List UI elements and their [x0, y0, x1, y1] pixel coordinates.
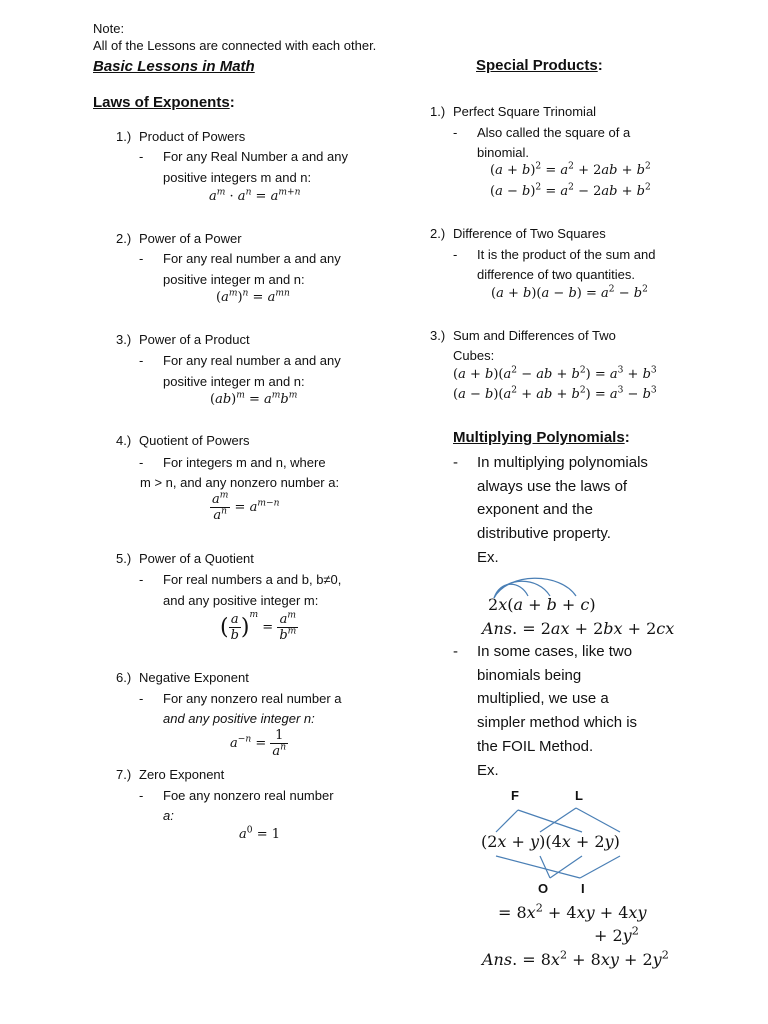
multiply-p2-line4: simpler method which is: [477, 714, 638, 731]
special-3-formula-sum: $(a + b)(a^2$ − ab + $b^2) = a^3 + b^3$: [453, 365, 657, 382]
law-6-desc-line1: For any nonzero real number a: [163, 691, 342, 706]
law-6-desc-line2: and any positive integer n:: [163, 711, 315, 726]
law-6-title: Negative Exponent: [139, 670, 249, 685]
special-3-title-line2: Cubes:: [453, 348, 495, 363]
law-1-dash: -: [139, 149, 144, 164]
foil-expansion-line1: = $8x^2 + 4xy + 4xy$: [498, 901, 647, 922]
note-text: All of the Lessons are connected with each other.: [93, 38, 377, 53]
law-4-title: Quotient of Powers: [139, 433, 250, 448]
special-3-number: 3.): [430, 328, 446, 343]
law-5-formula: ( $\frac{a}{b}$ )$^m$ = $\frac{a^m}{b^m}$: [220, 610, 297, 643]
multiply-p2-line1: In some cases, like two: [477, 643, 633, 660]
law-1-number: 1.): [116, 129, 132, 144]
law-5-title: Power of a Quotient: [139, 551, 254, 566]
law-5-desc-line2: and any positive integer m:: [163, 593, 319, 608]
law-7-number: 7.): [116, 767, 132, 782]
law-5-number: 5.): [116, 551, 132, 566]
law-1-desc-line1: For any Real Number a and any: [163, 149, 348, 164]
law-2-formula: $(a^m)^n = a^{mn}$: [216, 288, 290, 305]
law-2-title: Power of a Power: [139, 231, 242, 246]
foil-label-l: L: [575, 788, 583, 803]
note-label: Note:: [93, 21, 125, 36]
law-7-desc-line1: Foe any nonzero real number: [163, 788, 334, 803]
law-4-desc-line2: m > n, and any nonzero number a:: [140, 475, 340, 490]
special-2-desc-line1: It is the product of the sum and: [477, 247, 656, 262]
special-1-title: Perfect Square Trinomial: [453, 104, 597, 119]
law-6-number: 6.): [116, 670, 132, 685]
law-4-number: 4.): [116, 433, 132, 448]
distribution-example: 2x(a + b + c): [488, 595, 596, 614]
law-3-number: 3.): [116, 332, 132, 347]
special-2-number: 2.): [430, 226, 446, 241]
special-1-formula-sum: $(a + b)^2 = a^2 + 2ab + b^2$: [490, 161, 651, 178]
special-1-desc-line2: binomial.: [477, 145, 530, 160]
foil-label-o: O: [538, 881, 549, 896]
multiply-p1-line2: always use the laws of: [477, 478, 628, 495]
law-3-dash: -: [139, 353, 144, 368]
multiply-ex-label-2: Ex.: [477, 762, 499, 779]
special-2-dash: -: [453, 247, 458, 262]
law-2-dash: -: [139, 251, 144, 266]
laws-heading: Laws of Exponents:: [93, 94, 235, 111]
law-3-title: Power of a Product: [139, 332, 250, 347]
law-4-dash: -: [139, 455, 144, 470]
law-2-desc-line1: For any real number a and any: [163, 251, 341, 266]
law-2-number: 2.): [116, 231, 132, 246]
special-1-number: 1.): [430, 104, 446, 119]
multiply-heading: Multiplying Polynomials:: [453, 429, 630, 446]
foil-example: (2x + y)(4x + 2y): [481, 832, 620, 851]
foil-label-i: I: [581, 881, 585, 896]
foil-expansion-line2: + $2y^2$: [594, 924, 639, 945]
special-heading: Special Products:: [476, 57, 603, 74]
foil-label-f: F: [511, 788, 519, 803]
multiply-dash-2: -: [453, 643, 458, 660]
law-7-desc-line2: a:: [163, 808, 174, 823]
multiply-p2-line3: multiplied, we use a: [477, 690, 609, 707]
law-1-desc-line2: positive integers m and n:: [163, 170, 312, 185]
multiply-dash-1: -: [453, 454, 458, 471]
law-7-dash: -: [139, 788, 144, 803]
special-2-title: Difference of Two Squares: [453, 226, 606, 241]
special-3-formula-diff: $(a - b)(a^2$ + ab + $b^2) = a^3 - b^3$: [453, 385, 657, 402]
law-6-formula: $a^{-n}$ = $\frac{1}{a^n}$: [230, 728, 287, 759]
special-2-desc-line2: difference of two quantities.: [477, 267, 636, 282]
law-6-dash: -: [139, 691, 144, 706]
multiply-p1-line3: exponent and the: [477, 501, 593, 518]
law-2-desc-line2: positive integer m and n:: [163, 272, 305, 287]
distribution-answer: Ans. = 2ax + 2bx + 2cx: [482, 619, 675, 638]
multiply-p2-line2: binomials being: [477, 667, 582, 684]
special-1-desc-line1: Also called the square of a: [477, 125, 631, 140]
special-1-dash: -: [453, 125, 458, 140]
law-7-formula: $a^0 = 1$: [239, 825, 280, 842]
special-1-formula-diff: $(a - b)^2 = a^2 - 2ab + b^2$: [490, 182, 651, 199]
foil-answer: Ans. = $8x^2 + 8xy + 2y^2$: [482, 948, 669, 969]
law-5-dash: -: [139, 572, 144, 587]
multiply-ex-label-1: Ex.: [477, 549, 499, 566]
law-4-desc-line1: For integers m and n, where: [163, 455, 326, 470]
multiply-p2-line5: the FOIL Method.: [477, 738, 594, 755]
page-title: Basic Lessons in Math: [93, 58, 255, 75]
law-1-title: Product of Powers: [139, 129, 246, 144]
law-3-formula: $(ab)^m = a^mb^m$: [210, 390, 298, 407]
special-2-formula: $(a + b)(a - b) = a^2 - b^2$: [491, 284, 648, 301]
law-1-formula: $a^m \cdot a^n = a^{m+n}$: [209, 187, 301, 204]
multiply-p1-line1: In multiplying polynomials: [477, 454, 648, 471]
multiply-p1-line4: distributive property.: [477, 525, 611, 542]
law-4-formula: $\frac{a^m}{a^n}$ = $a^{m-n}$: [212, 490, 280, 523]
law-7-title: Zero Exponent: [139, 767, 225, 782]
law-3-desc-line1: For any real number a and any: [163, 353, 341, 368]
law-5-desc-line1: For real numbers a and b, b≠0,: [163, 572, 342, 587]
special-3-title: Sum and Differences of Two: [453, 328, 616, 343]
law-3-desc-line2: positive integer m and n:: [163, 374, 305, 389]
